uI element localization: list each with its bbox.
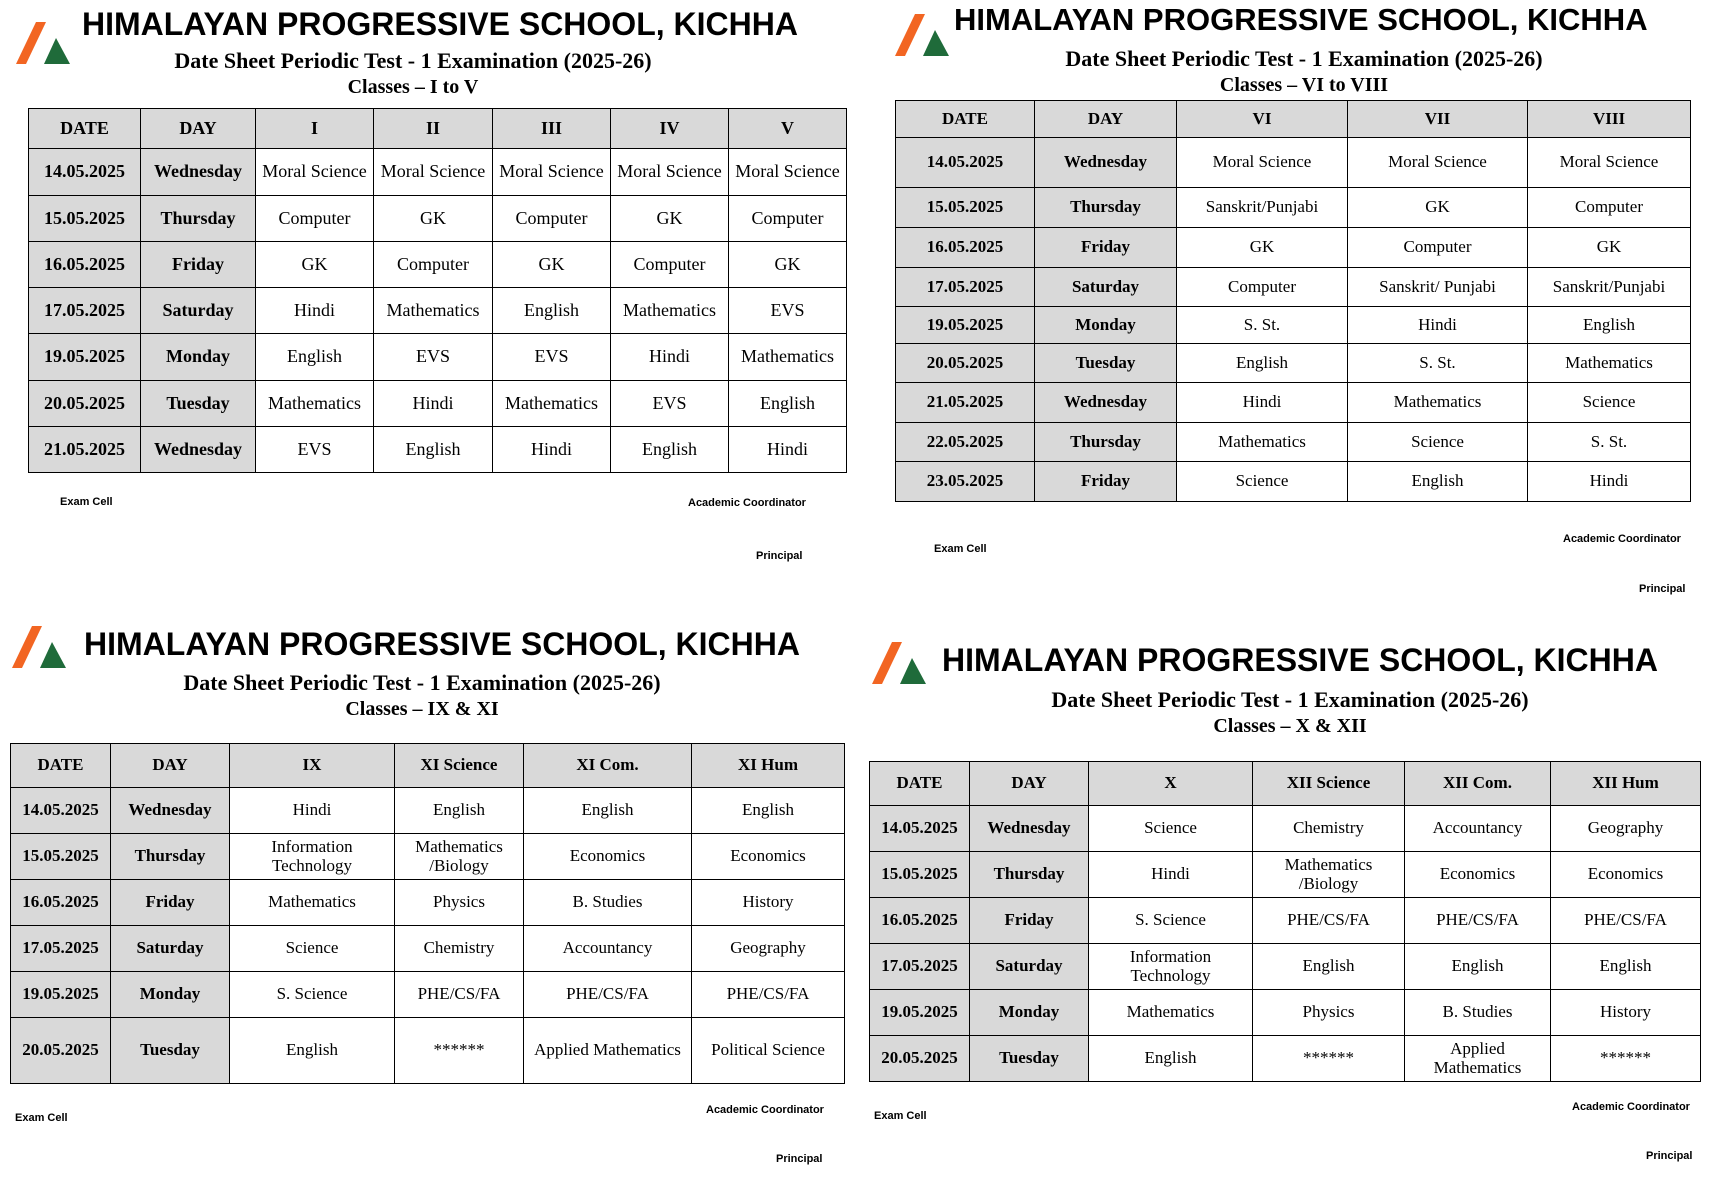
header-date: DATE — [896, 101, 1035, 138]
subject-cell: Mathematics — [493, 381, 611, 427]
table-row — [29, 427, 847, 473]
school-name: HIMALAYAN PROGRESSIVE SCHOOL, KICHHA — [84, 626, 800, 662]
subject-cell: Geography — [692, 926, 845, 972]
subject-cell: Computer — [1348, 228, 1528, 268]
subject-cell: GK — [1528, 228, 1691, 268]
exam-day-cell: Thursday — [141, 196, 256, 242]
subject-cell: Accountancy — [1405, 806, 1551, 852]
subject-cell: Mathematics — [256, 381, 374, 427]
subject-cell: Applied Mathematics — [524, 1018, 692, 1084]
header-date: DATE — [29, 109, 141, 149]
subject-cell: Moral Science — [374, 149, 493, 196]
exam-day-cell: Wednesday — [141, 427, 256, 473]
subject-cell: EVS — [729, 288, 847, 334]
exam-day-cell: Wednesday — [1035, 383, 1177, 423]
subject-cell: Computer — [1177, 268, 1348, 307]
table-row — [896, 307, 1691, 344]
exam-day-cell: Thursday — [1035, 188, 1177, 228]
exam-subtitle: Date Sheet Periodic Test - 1 Examination (2025-26) — [183, 670, 661, 695]
header-date: DATE — [870, 762, 970, 806]
subject-cell: Economics — [692, 834, 845, 880]
subject-cell: Chemistry — [1253, 806, 1405, 852]
subject-cell: Computer — [493, 196, 611, 242]
subject-cell: English — [524, 788, 692, 834]
header-class: I — [256, 109, 374, 149]
exam-date-cell: 15.05.2025 — [11, 834, 111, 880]
exam-day-cell: Saturday — [141, 288, 256, 334]
exam-cell-signature: Exam Cell — [15, 1112, 68, 1124]
subject-cell: Mathematics — [729, 334, 847, 381]
subject-cell: English — [1348, 462, 1528, 502]
subject-cell: Hindi — [493, 427, 611, 473]
classes-title: Classes – I to V — [347, 76, 479, 98]
subject-cell: Computer — [374, 242, 493, 288]
table-row — [870, 1036, 1701, 1082]
header-class: II — [374, 109, 493, 149]
exam-date-cell: 14.05.2025 — [870, 806, 970, 852]
subject-cell: Sanskrit/Punjabi — [1177, 188, 1348, 228]
exam-day-cell: Monday — [970, 990, 1089, 1036]
header-class: V — [729, 109, 847, 149]
table-row — [870, 898, 1701, 944]
subject-cell: Moral Science — [1177, 138, 1348, 188]
subject-cell: Computer — [611, 242, 729, 288]
header-class: XI Hum — [692, 744, 845, 788]
header-day: DAY — [111, 744, 230, 788]
subject-cell: S. St. — [1348, 344, 1528, 383]
date-sheet-table — [895, 100, 1691, 502]
table-row — [896, 268, 1691, 307]
subject-cell: Sanskrit/Punjabi — [1528, 268, 1691, 307]
subject-cell: Hindi — [611, 334, 729, 381]
exam-day-cell: Saturday — [1035, 268, 1177, 307]
subject-cell: Hindi — [374, 381, 493, 427]
exam-day-cell: Monday — [111, 972, 230, 1018]
subject-cell: GK — [256, 242, 374, 288]
exam-date-cell: 16.05.2025 — [11, 880, 111, 926]
subject-cell: English — [374, 427, 493, 473]
table-row — [896, 228, 1691, 268]
exam-day-cell: Thursday — [970, 852, 1089, 898]
subject-cell: Mathematics — [1089, 990, 1253, 1036]
header-class: XI Com. — [524, 744, 692, 788]
table-row — [11, 880, 845, 926]
exam-day-cell: Monday — [1035, 307, 1177, 344]
exam-date-cell: 17.05.2025 — [11, 926, 111, 972]
header-class: VI — [1177, 101, 1348, 138]
principal-signature: Principal — [1639, 583, 1686, 595]
subject-cell: GK — [493, 242, 611, 288]
table-row — [29, 149, 847, 196]
table-row — [896, 344, 1691, 383]
exam-date-cell: 19.05.2025 — [896, 307, 1035, 344]
exam-day-cell: Friday — [141, 242, 256, 288]
subject-cell: S. St. — [1177, 307, 1348, 344]
subject-cell: Hindi — [729, 427, 847, 473]
subject-cell: English — [1405, 944, 1551, 990]
exam-date-cell: 16.05.2025 — [29, 242, 141, 288]
header-day: DAY — [970, 762, 1089, 806]
subject-cell: Science — [1348, 423, 1528, 462]
subject-cell: Mathematics — [1348, 383, 1528, 423]
exam-day-cell: Tuesday — [970, 1036, 1089, 1082]
school-logo-icon — [10, 622, 74, 674]
subject-cell: Hindi — [230, 788, 395, 834]
subject-cell: English — [1528, 307, 1691, 344]
table-row — [870, 990, 1701, 1036]
school-name: HIMALAYAN PROGRESSIVE SCHOOL, KICHHA — [942, 642, 1658, 678]
exam-date-cell: 15.05.2025 — [29, 196, 141, 242]
subject-cell: History — [1551, 990, 1701, 1036]
subject-cell: Mathematics — [1177, 423, 1348, 462]
subject-cell: Mathematics /Biology — [1253, 852, 1405, 898]
table-row — [896, 423, 1691, 462]
header-class: XII Hum — [1551, 762, 1701, 806]
subject-cell: English — [692, 788, 845, 834]
subject-cell: Economics — [524, 834, 692, 880]
subject-cell: English — [395, 788, 524, 834]
exam-subtitle: Date Sheet Periodic Test - 1 Examination (2025-26) — [174, 48, 652, 73]
subject-cell: ****** — [395, 1018, 524, 1084]
principal-signature: Principal — [1646, 1150, 1693, 1162]
subject-cell: English — [1177, 344, 1348, 383]
subject-cell: GK — [611, 196, 729, 242]
table-row — [29, 334, 847, 381]
header-class: VIII — [1528, 101, 1691, 138]
table-row — [11, 788, 845, 834]
header-day: DAY — [141, 109, 256, 149]
exam-day-cell: Saturday — [970, 944, 1089, 990]
exam-date-cell: 14.05.2025 — [896, 138, 1035, 188]
header-class: XI Science — [395, 744, 524, 788]
subject-cell: Mathematics — [1528, 344, 1691, 383]
subject-cell: Hindi — [1177, 383, 1348, 423]
subject-cell: GK — [1348, 188, 1528, 228]
date-sheet-table — [10, 743, 845, 1084]
header-class: IV — [611, 109, 729, 149]
exam-date-cell: 15.05.2025 — [870, 852, 970, 898]
subject-cell: Mathematics /Biology — [395, 834, 524, 880]
table-row — [29, 196, 847, 242]
subject-cell: EVS — [611, 381, 729, 427]
exam-subtitle: Date Sheet Periodic Test - 1 Examination (2025-26) — [1065, 46, 1543, 71]
exam-date-cell: 16.05.2025 — [896, 228, 1035, 268]
exam-date-cell: 22.05.2025 — [896, 423, 1035, 462]
exam-date-cell: 23.05.2025 — [896, 462, 1035, 502]
subject-cell: English — [230, 1018, 395, 1084]
subject-cell: S. Science — [1089, 898, 1253, 944]
subject-cell: English — [1253, 944, 1405, 990]
subject-cell: English — [1089, 1036, 1253, 1082]
subject-cell: ****** — [1551, 1036, 1701, 1082]
table-row — [29, 381, 847, 427]
academic-coordinator-signature: Academic Coordinator — [1563, 533, 1681, 545]
exam-day-cell: Wednesday — [141, 149, 256, 196]
classes-title: Classes – X & XII — [1213, 715, 1367, 737]
school-name: HIMALAYAN PROGRESSIVE SCHOOL, KICHHA — [82, 6, 798, 42]
header-class: III — [493, 109, 611, 149]
exam-date-cell: 15.05.2025 — [896, 188, 1035, 228]
exam-date-cell: 14.05.2025 — [11, 788, 111, 834]
exam-day-cell: Wednesday — [970, 806, 1089, 852]
subject-cell: Science — [1177, 462, 1348, 502]
subject-cell: PHE/CS/FA — [1405, 898, 1551, 944]
subject-cell: Mathematics — [374, 288, 493, 334]
subject-cell: Physics — [395, 880, 524, 926]
subject-cell: Moral Science — [1528, 138, 1691, 188]
exam-day-cell: Friday — [970, 898, 1089, 944]
exam-date-cell: 21.05.2025 — [29, 427, 141, 473]
table-row — [896, 138, 1691, 188]
classes-title: Classes – VI to VIII — [1219, 74, 1389, 96]
exam-day-cell: Wednesday — [1035, 138, 1177, 188]
subject-cell: Mathematics — [230, 880, 395, 926]
subject-cell: History — [692, 880, 845, 926]
subject-cell: PHE/CS/FA — [1253, 898, 1405, 944]
table-row — [29, 242, 847, 288]
subject-cell: Moral Science — [493, 149, 611, 196]
subject-cell: PHE/CS/FA — [524, 972, 692, 1018]
classes-title: Classes – IX & XI — [345, 698, 499, 720]
exam-date-cell: 19.05.2025 — [29, 334, 141, 381]
subject-cell: Chemistry — [395, 926, 524, 972]
exam-subtitle: Date Sheet Periodic Test - 1 Examination (2025-26) — [1051, 687, 1529, 712]
subject-cell: Geography — [1551, 806, 1701, 852]
subject-cell: Science — [1089, 806, 1253, 852]
academic-coordinator-signature: Academic Coordinator — [706, 1104, 824, 1116]
subject-cell: B. Studies — [1405, 990, 1551, 1036]
academic-coordinator-signature: Academic Coordinator — [688, 497, 806, 509]
principal-signature: Principal — [756, 550, 803, 562]
subject-cell: Accountancy — [524, 926, 692, 972]
table-row — [896, 383, 1691, 423]
table-row — [870, 944, 1701, 990]
subject-cell: English — [493, 288, 611, 334]
subject-cell: Science — [1528, 383, 1691, 423]
subject-cell: S. Science — [230, 972, 395, 1018]
subject-cell: Hindi — [256, 288, 374, 334]
exam-date-cell: 20.05.2025 — [11, 1018, 111, 1084]
exam-date-cell: 19.05.2025 — [870, 990, 970, 1036]
subject-cell: Political Science — [692, 1018, 845, 1084]
subject-cell: EVS — [493, 334, 611, 381]
subject-cell: EVS — [374, 334, 493, 381]
subject-cell: B. Studies — [524, 880, 692, 926]
principal-signature: Principal — [776, 1153, 823, 1165]
exam-day-cell: Tuesday — [1035, 344, 1177, 383]
table-row — [11, 834, 845, 880]
subject-cell: Economics — [1405, 852, 1551, 898]
header-class: XII Science — [1253, 762, 1405, 806]
exam-day-cell: Friday — [1035, 228, 1177, 268]
subject-cell: Sanskrit/ Punjabi — [1348, 268, 1528, 307]
subject-cell: PHE/CS/FA — [1551, 898, 1701, 944]
header-class: IX — [230, 744, 395, 788]
subject-cell: Hindi — [1089, 852, 1253, 898]
subject-cell: Computer — [729, 196, 847, 242]
exam-day-cell: Thursday — [111, 834, 230, 880]
exam-day-cell: Saturday — [111, 926, 230, 972]
exam-cell-signature: Exam Cell — [874, 1110, 927, 1122]
exam-day-cell: Tuesday — [141, 381, 256, 427]
subject-cell: Moral Science — [611, 149, 729, 196]
exam-day-cell: Friday — [111, 880, 230, 926]
exam-date-cell: 14.05.2025 — [29, 149, 141, 196]
date-sheet-table — [28, 108, 847, 473]
school-name: HIMALAYAN PROGRESSIVE SCHOOL, KICHHA — [954, 2, 1648, 37]
table-row — [896, 188, 1691, 228]
subject-cell: Moral Science — [256, 149, 374, 196]
exam-date-cell: 17.05.2025 — [896, 268, 1035, 307]
header-class: XII Com. — [1405, 762, 1551, 806]
header-class: X — [1089, 762, 1253, 806]
school-logo-icon — [870, 638, 934, 690]
subject-cell: GK — [729, 242, 847, 288]
exam-date-cell: 16.05.2025 — [870, 898, 970, 944]
exam-day-cell: Monday — [141, 334, 256, 381]
subject-cell: GK — [1177, 228, 1348, 268]
table-row — [29, 288, 847, 334]
academic-coordinator-signature: Academic Coordinator — [1572, 1101, 1690, 1113]
subject-cell: English — [729, 381, 847, 427]
subject-cell: Applied Mathematics — [1405, 1036, 1551, 1082]
exam-date-cell: 17.05.2025 — [870, 944, 970, 990]
exam-day-cell: Tuesday — [111, 1018, 230, 1084]
exam-day-cell: Wednesday — [111, 788, 230, 834]
subject-cell: Information Technology — [1089, 944, 1253, 990]
subject-cell: ****** — [1253, 1036, 1405, 1082]
exam-date-cell: 20.05.2025 — [29, 381, 141, 427]
subject-cell: English — [256, 334, 374, 381]
subject-cell: Computer — [1528, 188, 1691, 228]
exam-cell-signature: Exam Cell — [934, 543, 987, 555]
exam-date-cell: 19.05.2025 — [11, 972, 111, 1018]
subject-cell: PHE/CS/FA — [395, 972, 524, 1018]
exam-day-cell: Thursday — [1035, 423, 1177, 462]
date-sheet-table — [869, 761, 1701, 1082]
subject-cell: Moral Science — [1348, 138, 1528, 188]
subject-cell: Science — [230, 926, 395, 972]
subject-cell: GK — [374, 196, 493, 242]
table-row — [870, 852, 1701, 898]
header-date: DATE — [11, 744, 111, 788]
table-row — [11, 1018, 845, 1084]
exam-date-cell: 17.05.2025 — [29, 288, 141, 334]
subject-cell: PHE/CS/FA — [692, 972, 845, 1018]
subject-cell: Economics — [1551, 852, 1701, 898]
subject-cell: English — [1551, 944, 1701, 990]
table-row — [896, 462, 1691, 502]
table-row — [870, 806, 1701, 852]
subject-cell: Physics — [1253, 990, 1405, 1036]
subject-cell: Hindi — [1348, 307, 1528, 344]
subject-cell: Computer — [256, 196, 374, 242]
subject-cell: Mathematics — [611, 288, 729, 334]
exam-date-cell: 20.05.2025 — [896, 344, 1035, 383]
exam-date-cell: 20.05.2025 — [870, 1036, 970, 1082]
subject-cell: S. St. — [1528, 423, 1691, 462]
header-day: DAY — [1035, 101, 1177, 138]
table-row — [11, 926, 845, 972]
exam-day-cell: Friday — [1035, 462, 1177, 502]
subject-cell: EVS — [256, 427, 374, 473]
header-class: VII — [1348, 101, 1528, 138]
subject-cell: English — [611, 427, 729, 473]
table-row — [11, 972, 845, 1018]
exam-cell-signature: Exam Cell — [60, 496, 113, 508]
subject-cell: Moral Science — [729, 149, 847, 196]
exam-date-cell: 21.05.2025 — [896, 383, 1035, 423]
subject-cell: Hindi — [1528, 462, 1691, 502]
subject-cell: Information Technology — [230, 834, 395, 880]
